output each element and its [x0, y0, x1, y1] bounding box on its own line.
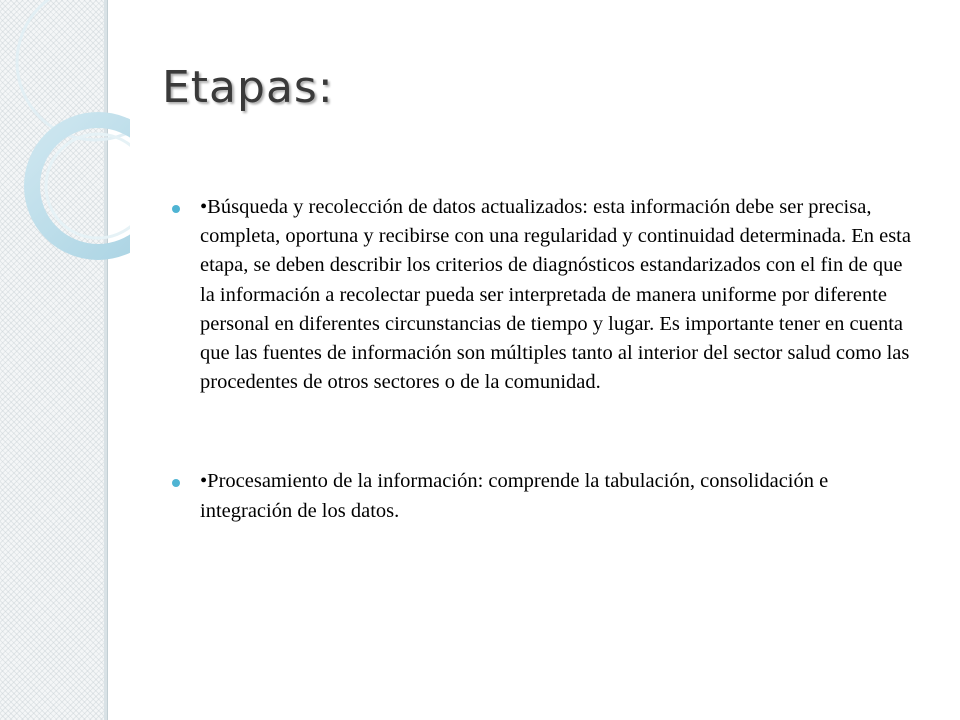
bullet-text: •Búsqueda y recolección de datos actualizados: esta información debe ser precisa, completa, oportuna y recibirse con una regularidad y continuidad determinada. En esta etapa, se deben describir los criterios de diagnósticos estandarizados con el fin de que la información a recolectar pueda ser interpretada de manera uniforme por diferente personal en diferentes circunstancias de tiempo y lugar. Es importante tener en cuenta que las fuentes de información son múltiples tanto al interior del sector salud como las procedentes de otros sectores o de la comunidad. — [200, 196, 911, 394]
decorative-ring-inner — [46, 134, 130, 238]
decorative-rings — [0, 0, 130, 280]
bullet-dot-icon — [172, 205, 180, 213]
bullet-text: •Procesamiento de la información: comprende la tabulación, consolidación e integración de los datos. — [200, 470, 829, 522]
bullet-item — [172, 467, 912, 525]
bullet-dot-icon — [172, 479, 180, 487]
bullet-list — [172, 193, 912, 526]
bullet-item — [172, 193, 912, 397]
slide-title: Etapas: — [162, 62, 334, 113]
